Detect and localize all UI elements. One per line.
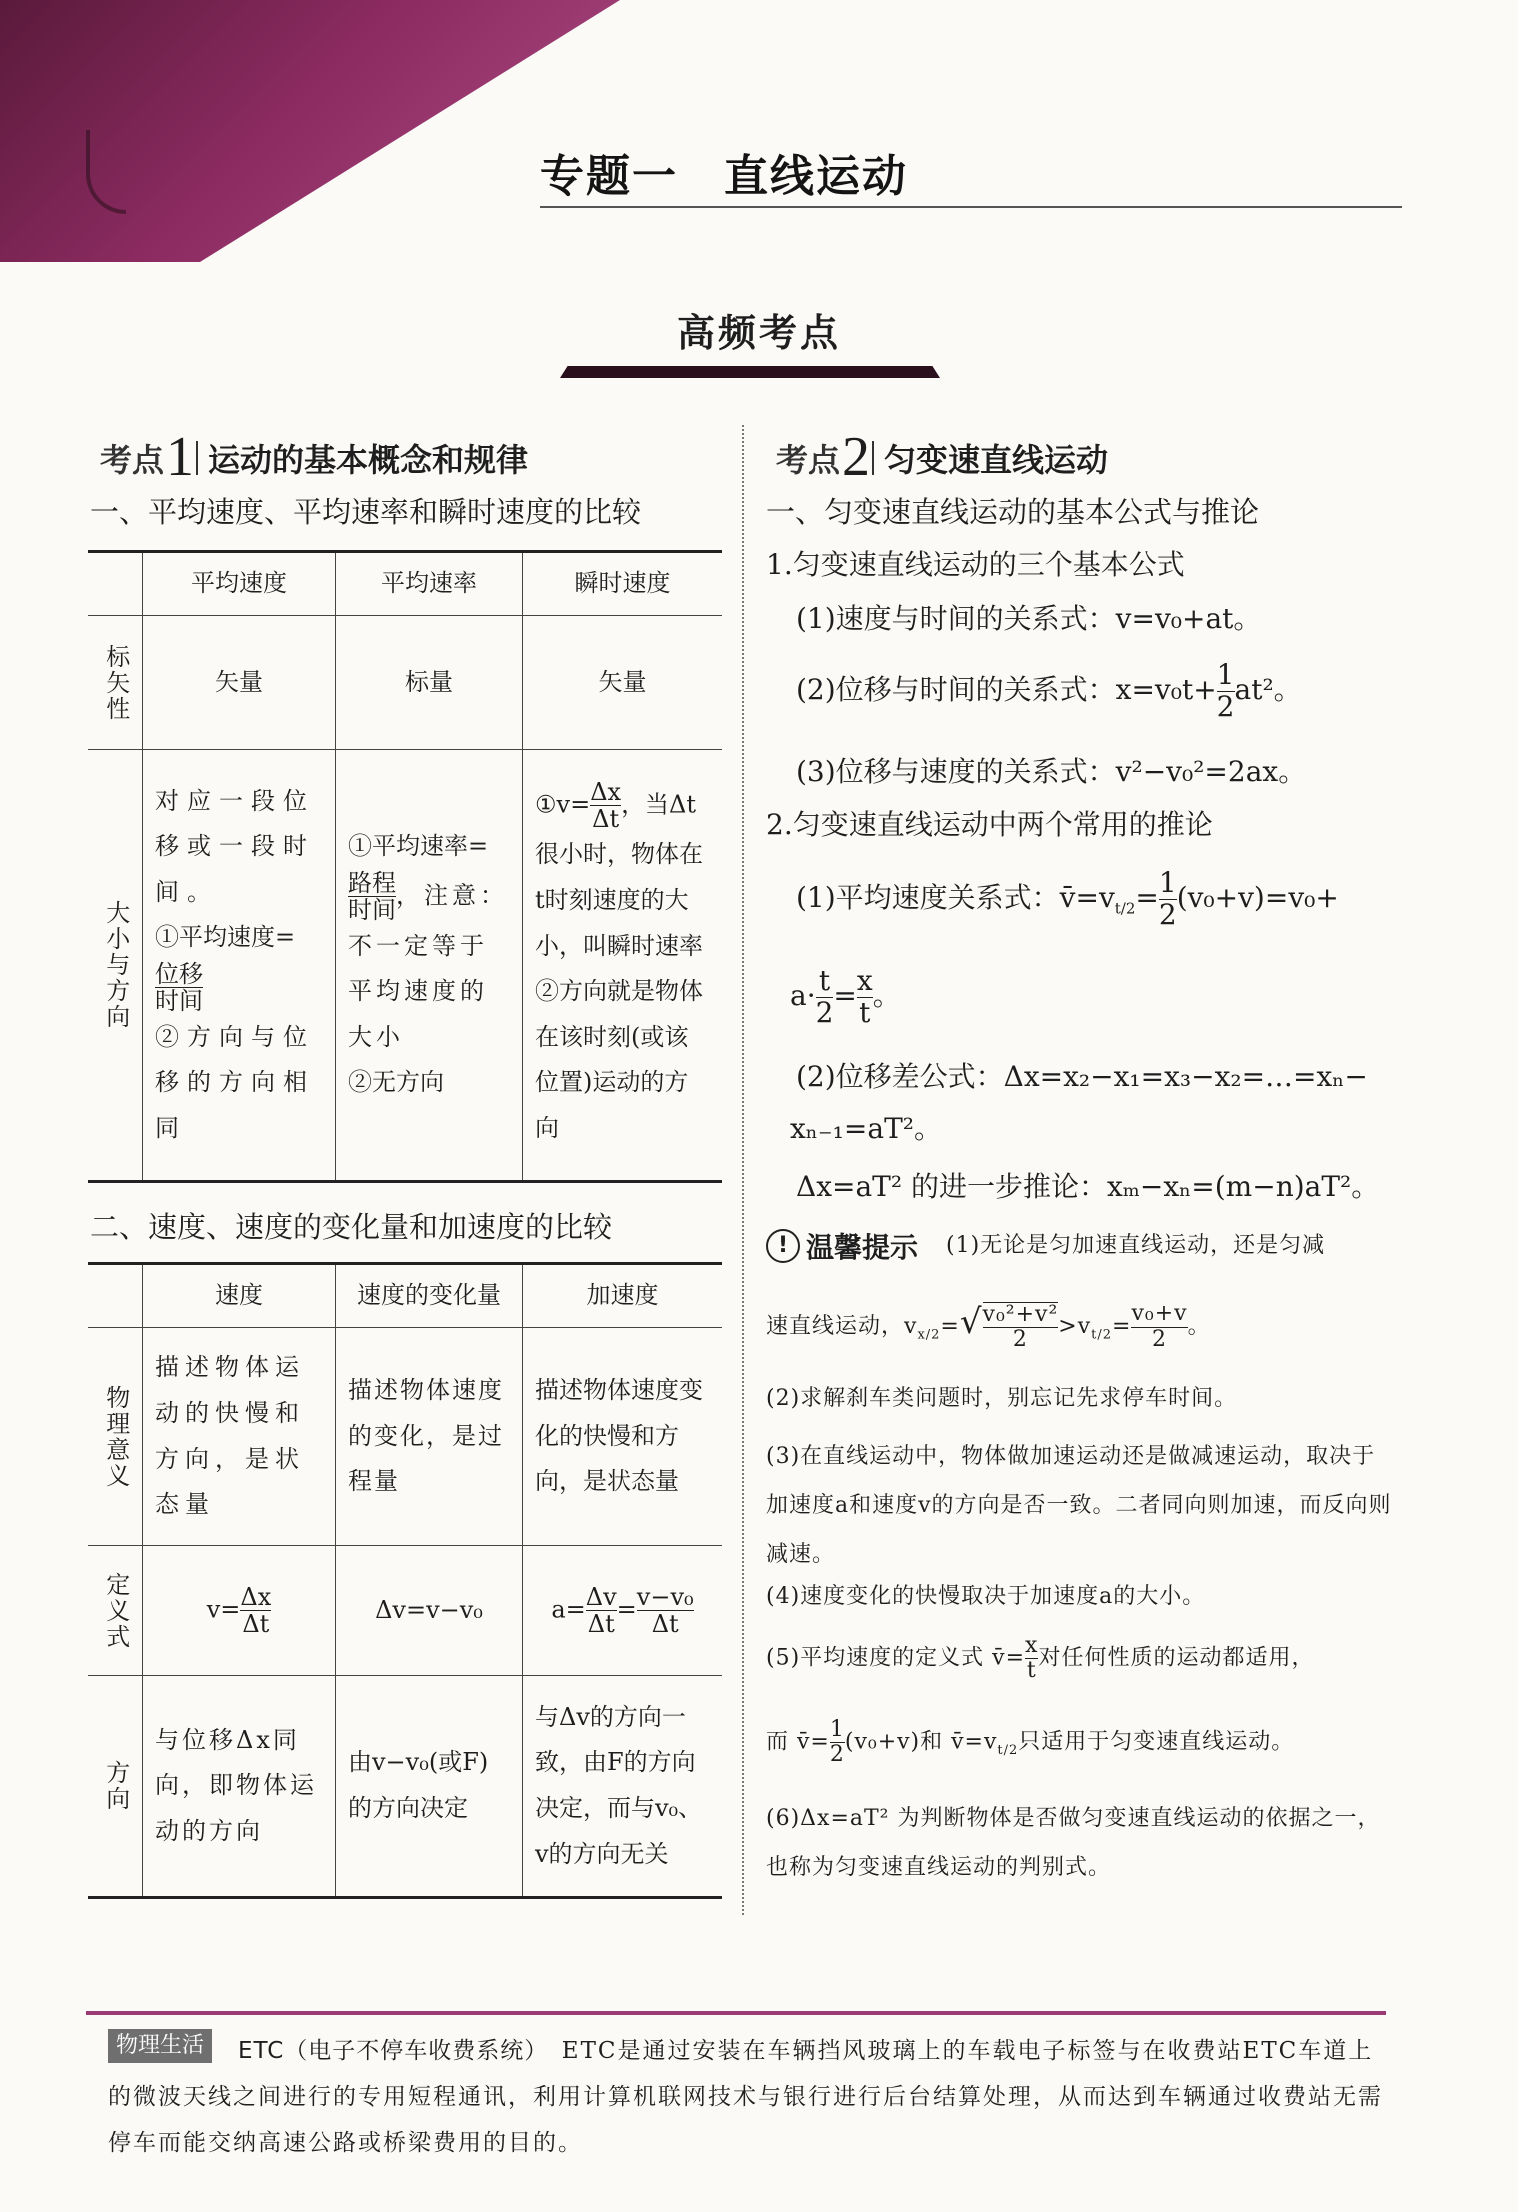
footer-text: ETC是通过安装在车辆挡风玻璃上的车载电子标签与在收费站ETC车道上的微波天线之间进行的专用短程通讯，利用计算机联网技术与银行进行后台结算处理，从而达到车辆通过收费站无需停车而能交纳高速公路或桥梁费用的目的。 — [108, 2038, 1383, 2156]
table2-row-label: 方向 — [88, 1676, 143, 1898]
den: t — [857, 997, 873, 1029]
subscript: t/2 — [997, 1743, 1019, 1759]
table2-header: 速度的变化量 — [336, 1264, 523, 1328]
den: 时间 — [348, 896, 396, 925]
fraction — [830, 1718, 845, 1767]
text: ，当Δt很小时，物体在t时刻速度的大小，叫瞬时速率 — [535, 789, 703, 960]
num: 1 — [1158, 866, 1177, 899]
text: (1)平均速度关系式：v̄=v — [796, 880, 1115, 914]
text: ①v= — [535, 789, 591, 818]
footer-term: ETC（电子不停车收费系统） — [238, 2038, 537, 2064]
text: ①平均速度= — [155, 923, 296, 952]
formula-2 — [796, 660, 1302, 723]
den: 2 — [1131, 1327, 1187, 1352]
table2-cell: 与Δv的方向一致，由F的方向决定，而与v₀、v的方向无关 — [523, 1676, 723, 1898]
text: = — [1112, 1314, 1132, 1339]
den: 2 — [829, 1742, 845, 1768]
fraction — [1217, 660, 1235, 723]
table1-header: 平均速度 — [143, 552, 336, 616]
num: 位移 — [155, 959, 203, 988]
text: (5)平均速度的定义式 v̄= — [766, 1645, 1026, 1671]
formula-heading-2: 2.匀变速直线运动中两个常用的推论 — [766, 808, 1213, 841]
tip-title: 温馨提示 — [806, 1231, 919, 1264]
text: ②方向与位移的方向相同 — [155, 1022, 315, 1142]
tip-line — [766, 1300, 1211, 1352]
alert-icon: ! — [766, 1229, 800, 1263]
text: 只适用于匀变速直线运动。 — [1018, 1729, 1295, 1755]
inference-1 — [796, 868, 1339, 931]
text: v= — [206, 1595, 241, 1623]
table2-def-dv: Δv=v−v₀ — [336, 1546, 523, 1676]
den: Δt — [592, 804, 620, 833]
text: (v₀+v)和 v̄=v — [844, 1729, 998, 1755]
text: a· — [790, 978, 816, 1012]
num: x — [856, 964, 873, 997]
subscript: x/2 — [917, 1327, 941, 1343]
topic1-sub2: 二、速度、速度的变化量和加速度的比较 — [90, 1210, 613, 1244]
num: 路程 — [348, 868, 396, 897]
fraction — [348, 870, 396, 924]
chapter-title: 专题一 直线运动 — [540, 151, 908, 202]
text: a= — [551, 1595, 586, 1623]
comparison-table-2 — [88, 1262, 722, 1899]
num: 1 — [1216, 658, 1235, 691]
table1-row-label: 标矢性 — [88, 616, 143, 750]
footer-rule — [86, 2011, 1386, 2015]
den: 2 — [1216, 689, 1235, 723]
footer-paragraph — [108, 2028, 1398, 2166]
footer-badge: 物理生活 — [108, 2029, 212, 2063]
fraction — [1025, 1634, 1038, 1683]
text: 速直线运动，v — [766, 1314, 918, 1339]
text: = — [833, 978, 857, 1012]
table1-cell: 矢量 — [143, 616, 336, 750]
topic1-number: 1 — [166, 426, 195, 488]
text: ，注意：不一定等于平均速度的大小 — [348, 881, 508, 1051]
inference-2-cont: xₙ₋₁=aT²。 — [790, 1112, 942, 1145]
comparison-table-1 — [88, 550, 722, 1183]
den: Δt — [587, 1610, 615, 1638]
table2-cell: 由v−v₀(或F)的方向决定 — [336, 1676, 523, 1898]
num: v−v₀ — [636, 1582, 694, 1611]
table2-row-label: 定义式 — [88, 1546, 143, 1676]
table1-cell: 标量 — [336, 616, 523, 750]
subscript: t/2 — [1114, 899, 1136, 918]
formula-heading-1: 1.匀变速直线运动的三个基本公式 — [766, 548, 1185, 581]
text: ②方向就是物体在该时刻(或该位置)运动的方向 — [535, 977, 703, 1142]
inference-1-cont — [790, 966, 901, 1029]
fraction — [1131, 1302, 1187, 1351]
num: t — [818, 964, 831, 997]
table2-header: 速度 — [143, 1264, 336, 1328]
table1-header: 平均速率 — [336, 552, 523, 616]
fraction — [983, 1302, 1059, 1352]
table1-corner — [88, 552, 143, 616]
den: 2 — [1158, 897, 1177, 931]
section-title: 高频考点 — [676, 311, 841, 355]
den: Δt — [637, 1610, 694, 1637]
text: = — [940, 1314, 960, 1339]
table2-def-a — [523, 1546, 723, 1676]
num: Δx — [590, 777, 622, 806]
sqrt-icon: √ — [959, 1302, 983, 1342]
den: Δt — [242, 1610, 270, 1638]
inference-2: (2)位移差公式：Δx=x₂−x₁=x₃−x₂=…=xₙ− — [796, 1060, 1368, 1093]
tip-line: (2)求解刹车类问题时，别忘记先求停车时间。 — [766, 1386, 1238, 1411]
topic1-bar — [196, 441, 198, 475]
topic1-prefix: 考点 — [100, 441, 165, 479]
topic2-prefix: 考点 — [776, 441, 841, 479]
text: ②无方向 — [348, 1068, 444, 1097]
num: Δx — [240, 1582, 272, 1611]
table2-def-v — [143, 1546, 336, 1676]
num: v₀+v — [1131, 1301, 1188, 1327]
den: 2 — [815, 995, 834, 1029]
text: at²。 — [1234, 672, 1302, 706]
table2-corner — [88, 1264, 143, 1328]
topic2-number: 2 — [842, 426, 871, 488]
subscript: t/2 — [1091, 1327, 1113, 1343]
header-rule — [540, 206, 1402, 208]
text: (v₀+v)=v₀+ — [1176, 880, 1339, 914]
topic1-title: 运动的基本概念和规律 — [208, 441, 529, 479]
topic2-bar — [872, 441, 874, 475]
num: Δv — [585, 1582, 617, 1611]
topic2-heading — [776, 425, 1108, 489]
den: 时间 — [155, 987, 203, 1016]
fraction — [816, 966, 834, 1029]
tip-line: (6)Δx=aT² 为判断物体是否做匀变速直线运动的依据之一，也称为匀变速直线运动的判别式。 — [766, 1806, 1381, 1880]
fraction — [586, 1584, 617, 1638]
fraction — [857, 966, 873, 1029]
topic2-title: 匀变速直线运动 — [884, 441, 1109, 479]
fraction — [1159, 868, 1177, 931]
text: 而 v̄= — [766, 1729, 830, 1755]
text: 。 — [1187, 1314, 1211, 1339]
table2-cell: 描述物体运动的快慢和方向，是状态量 — [143, 1328, 336, 1546]
num: 1 — [829, 1717, 845, 1742]
table2-cell: 描述物体速度的变化，是过程量 — [336, 1328, 523, 1546]
section-title-bar — [560, 366, 940, 378]
table2-cell: 与位移Δx同向，即物体运动的方向 — [143, 1676, 336, 1898]
inference-3: Δx=aT² 的进一步推论：xₘ−xₙ=(m−n)aT²。 — [796, 1170, 1380, 1203]
table2-cell: 描述物体速度变化的快慢和方向，是状态量 — [523, 1328, 723, 1546]
topic1-sub1: 一、平均速度、平均速率和瞬时速度的比较 — [90, 495, 642, 529]
formula-1: (1)速度与时间的关系式：v=v₀+at。 — [796, 602, 1262, 635]
tip-line: (1)无论是匀加速直线运动，还是匀减 — [946, 1233, 1326, 1259]
table1-cell-inst-velocity — [523, 750, 723, 1182]
table2-row-label: 物理意义 — [88, 1328, 143, 1546]
fraction — [590, 779, 621, 833]
table1-header: 瞬时速度 — [523, 552, 723, 616]
fraction — [637, 1584, 694, 1638]
num: v₀²+v² — [982, 1301, 1059, 1327]
text: >v — [1058, 1314, 1092, 1339]
den: t — [1026, 1658, 1037, 1684]
table1-cell-avg-velocity — [143, 750, 336, 1182]
fraction — [240, 1584, 271, 1638]
tip-line — [766, 1634, 1314, 1683]
den: 2 — [983, 1327, 1059, 1352]
column-divider — [742, 425, 744, 1915]
topic1-heading — [100, 425, 528, 489]
formula-3: (3)位移与速度的关系式：v²−v₀²=2ax。 — [796, 755, 1307, 788]
text: = — [616, 1595, 637, 1623]
tip-line — [766, 1718, 1294, 1767]
text: = — [1135, 880, 1159, 914]
table1-cell: 矢量 — [523, 616, 723, 750]
num: x — [1025, 1633, 1039, 1658]
text: ①平均速率= — [348, 832, 489, 861]
tip-line: (4)速度变化的快慢取决于加速度a的大小。 — [766, 1584, 1206, 1609]
text: 对任何性质的运动都适用， — [1038, 1645, 1315, 1671]
text: 。 — [872, 978, 901, 1012]
topic2-sub1: 一、匀变速直线运动的基本公式与推论 — [766, 495, 1260, 529]
text: 对应一段位移或一段时间。 — [155, 786, 315, 906]
text: (2)位移与时间的关系式：x=v₀t+ — [796, 672, 1217, 706]
table2-header: 加速度 — [523, 1264, 723, 1328]
tip-heading — [766, 1226, 1325, 1266]
table1-cell-avg-speed — [336, 750, 523, 1182]
tip-line: (3)在直线运动中，物体做加速运动还是做减速运动，取决于加速度a和速度v的方向是否一致。二者同向则加速，而反向则减速。 — [766, 1444, 1392, 1567]
fraction — [155, 961, 203, 1015]
table1-row-label: 大小与方向 — [88, 750, 143, 1182]
